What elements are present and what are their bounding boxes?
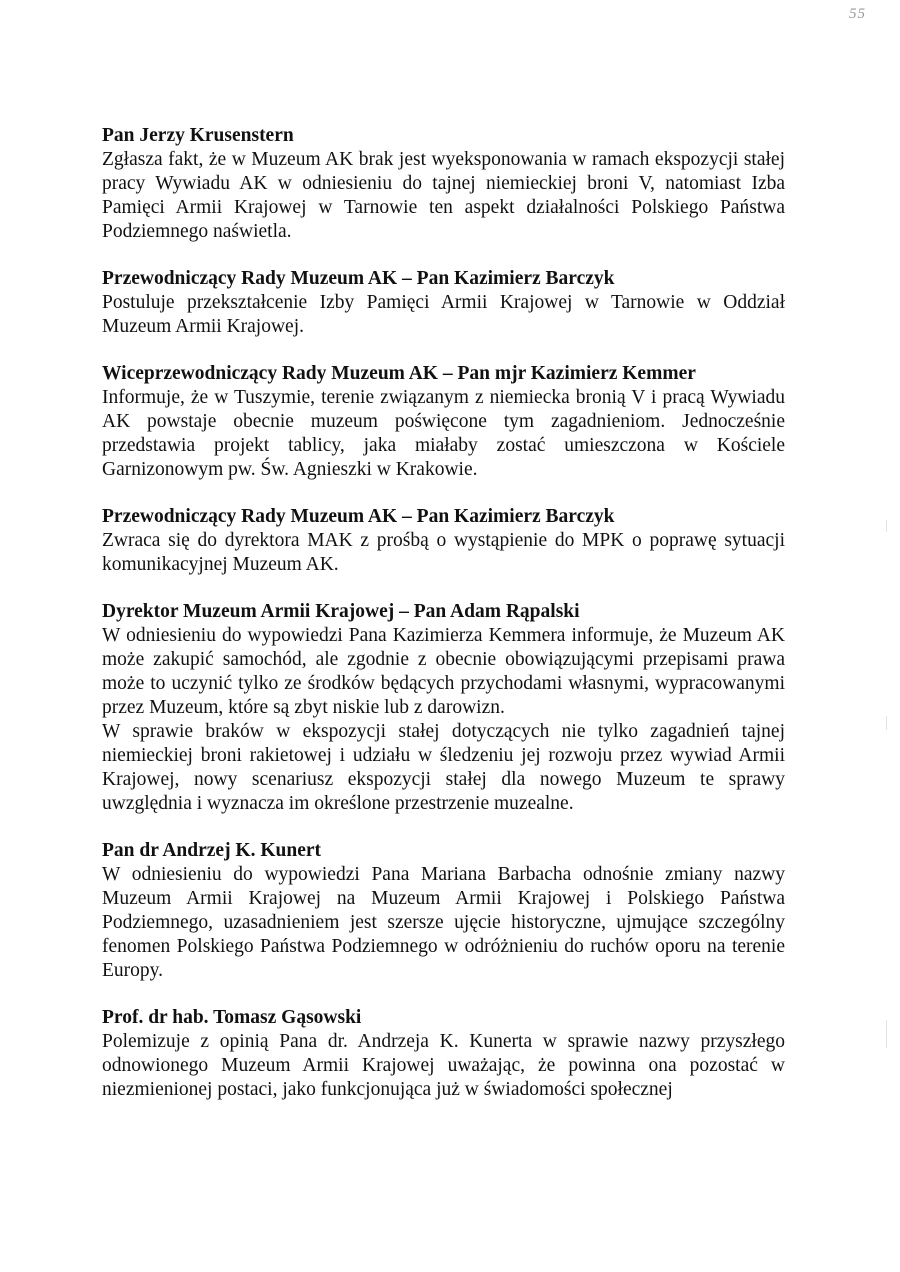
speaker-name: Pan Jerzy Krusenstern [102,125,294,146]
scan-margin-mark [886,520,887,532]
statement-paragraph: Polemizuje z opinią Pana dr. Andrzeja K. Kunerta w sprawie nazwy przyszłego odnowionego Muzeum Armii Krajowej uważając, że powinna ona pozostać w niezmienionej postaci, jako funkcjonująca już w świadomości społecznej [102,1031,785,1100]
document-body [102,124,785,1125]
scan-margin-mark [886,716,887,730]
speaker-name: Pan dr Andrzej K. Kunert [102,840,322,861]
statement-paragraph: Zgłasza fakt, że w Muzeum AK brak jest wyeksponowania w ramach ekspozycji stałej pracy Wywiadu AK w odniesieniu do tajnej niemieckiej broni V, natomiast Izba Pamięci Armii Krajowej w Tarnowie ten aspekt działalności Polskiego Państwa Podziemnego naświetla. [102,149,785,242]
statement-paragraph: Zwraca się do dyrektora MAK z prośbą o wystąpienie do MPK o poprawę sytuacji komunikacyjnej Muzeum AK. [102,530,785,575]
scan-margin-mark [886,1020,887,1048]
statement-paragraph: W odniesieniu do wypowiedzi Pana Kazimierza Kemmera informuje, że Muzeum AK może zakupić samochód, ale zgodnie z obecnie obowiązującymi przepisami prawa może to uczynić tylko ze środków będących przychodami własnymi, wypracowanymi przez Muzeum, które są zbyt niskie lub z darowizn. [102,625,785,718]
page-number: 55 [849,6,866,22]
statement-krusenstern [102,124,785,244]
speaker-name: Prof. dr hab. Tomasz Gąsowski [102,1007,362,1028]
statement-gasowski [102,1006,785,1102]
statement-paragraph: Postuluje przekształcenie Izby Pamięci Armii Krajowej w Tarnowie w Oddział Muzeum Armii Krajowej. [102,292,785,337]
speaker-name: Przewodniczący Rady Muzeum AK – Pan Kazimierz Barczyk [102,268,615,289]
statement-rapalski [102,600,785,816]
speaker-name: Przewodniczący Rady Muzeum AK – Pan Kazimierz Barczyk [102,506,615,527]
statement-barczyk-2 [102,505,785,577]
speaker-name: Wiceprzewodniczący Rady Muzeum AK – Pan mjr Kazimierz Kemmer [102,363,696,384]
statement-paragraph: W sprawie braków w ekspozycji stałej dotyczących nie tylko zagadnień tajnej niemieckiej broni rakietowej i udziału w śledzeniu jej rozwoju przez wywiad Armii Krajowej, nowy scenariusz ekspozycji stałej dla nowego Muzeum te sprawy uwzględnia i wyznacza im określone przestrzenie muzealne. [102,721,785,814]
statement-paragraph: Informuje, że w Tuszymie, terenie związanym z niemiecka bronią V i pracą Wywiadu AK powstaje obecnie muzeum poświęcone tym zagadnieniom. Jednocześnie przedstawia projekt tablicy, jaka miałaby zostać umieszczona w Kościele Garnizonowym pw. Św. Agnieszki w Krakowie. [102,387,785,480]
statement-paragraph: W odniesieniu do wypowiedzi Pana Mariana Barbacha odnośnie zmiany nazwy Muzeum Armii Krajowej na Muzeum Armii Krajowej i Polskiego Państwa Podziemnego, uzasadnieniem jest szersze ujęcie historyczne, ujmujące szczególny fenomen Polskiego Państwa Podziemnego w odróżnieniu do ruchów oporu na terenie Europy. [102,864,785,981]
statement-barczyk-1 [102,267,785,339]
speaker-name: Dyrektor Muzeum Armii Krajowej – Pan Adam Rąpalski [102,601,580,622]
statement-kemmer [102,362,785,482]
statement-kunert [102,839,785,983]
